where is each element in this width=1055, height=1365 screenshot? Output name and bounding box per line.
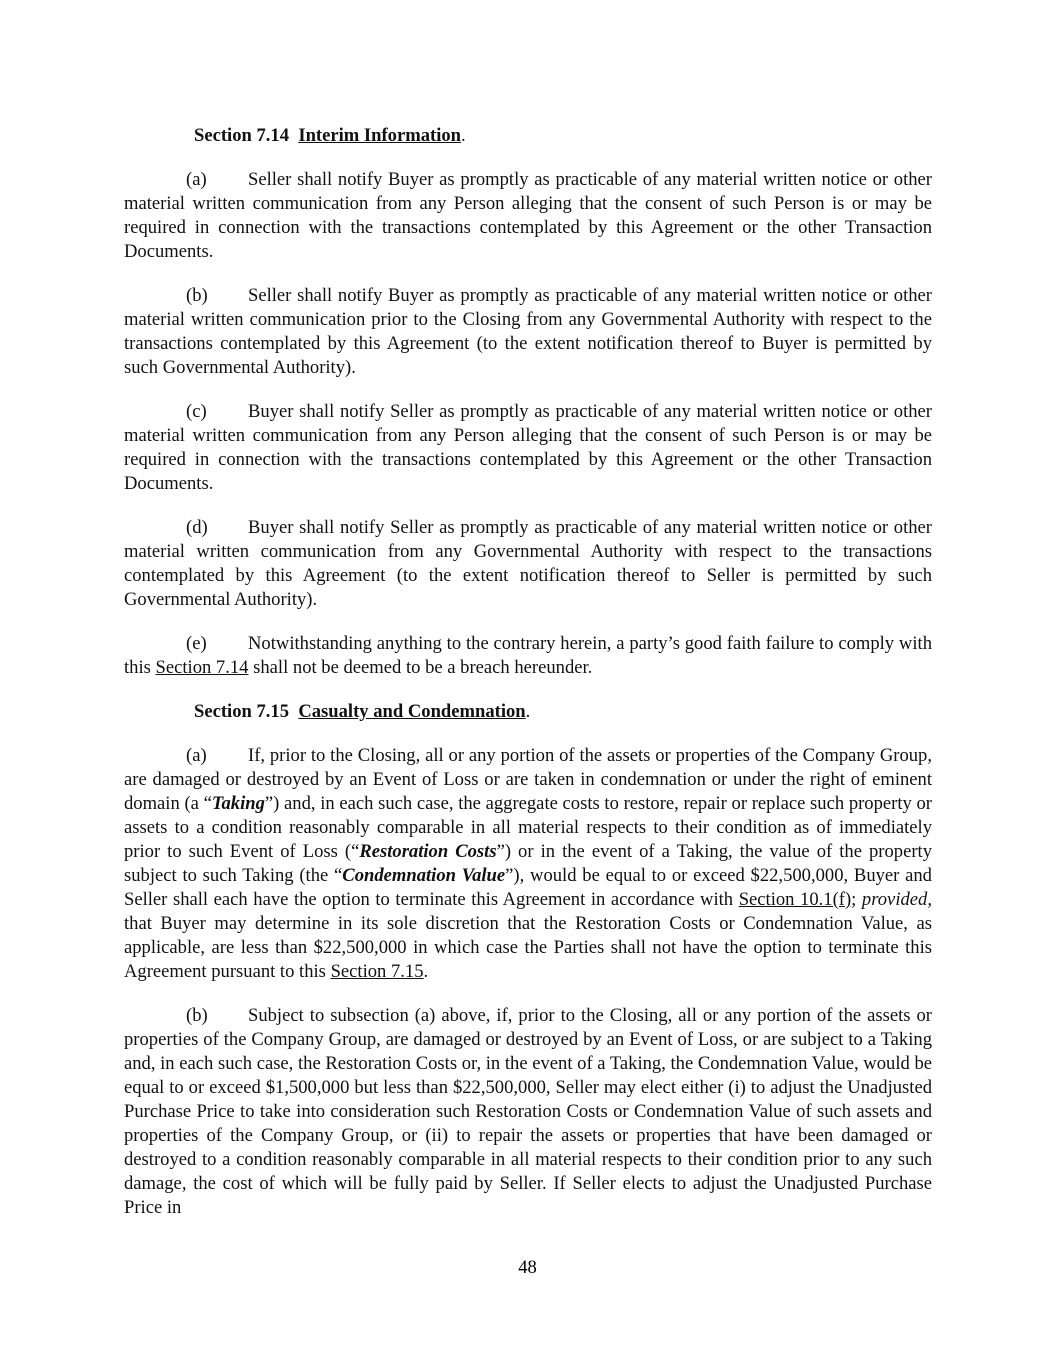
paragraph-text: ; [851, 889, 862, 910]
defined-term: Condemnation Value [342, 865, 506, 886]
paragraph-label: (c) [186, 401, 207, 422]
paragraph-label: (d) [186, 517, 208, 538]
paragraph-text: Subject to subsection (a) above, if, prior to the Closing, all or any portion of the assets or properties of the Company Group, are damaged or destroyed by an Event of Loss, or are subject to a Taking and, in each such case, the Restoration Costs or, in the event of a Taking, the Condemnation Value, would be equal to or exceed $1,500,000 but less than $22,500,000, Seller may elect either (i) to adjust the Unadjusted Purchase Price to take into consideration such Restoration Costs or Condemnation Value of such assets and properties of the Company Group, or (ii) to repair the assets or properties that have been damaged or destroyed to a condition reasonably comparable in all material respects to their condition prior to any such damage, the cost of which will be fully paid by Seller. If Seller elects to adjust the Unadjusted Purchase Price in [124, 1005, 932, 1218]
paragraph-text: Seller shall notify Buyer as promptly as practicable of any material written notice or other material written communication prior to the Closing from any Governmental Authority with respect to the transactions contemplated by this Agreement (to the extent notification thereof to Buyer is permitted by such Governmental Authority). [124, 285, 932, 378]
paragraph-7-14-b [124, 284, 932, 380]
paragraph-text: If, prior to the Closing, all or any portion of the assets or properties of the Company Group, are damaged or destroyed by an Event of Loss or are taken in condemnation or under the right of eminent domain (a “ [124, 745, 932, 814]
paragraph-label: (e) [186, 633, 207, 654]
paragraph-label: (a) [186, 745, 207, 766]
paragraph-text: ”) or in the event of a Taking, the value of the property subject to such Taking (the “ [124, 841, 932, 886]
section-reference: Section 7.15 [330, 961, 424, 982]
defined-term: Taking [211, 793, 265, 814]
paragraph-text: ”) and, in each such case, the aggregate costs to restore, repair or replace such property or assets to a condition reasonably comparable in all material respects to their condition as of immediately prior to such Event of Loss (“ [124, 793, 932, 862]
section-number: Section 7.15 [194, 701, 290, 722]
provided-term: provided, [861, 889, 932, 910]
paragraph-text: shall not be deemed to be a breach hereunder. [248, 657, 593, 678]
paragraph-text: Notwithstanding anything to the contrary herein, a party’s good faith failure to comply with this [124, 633, 932, 678]
section-reference: Section 7.14 [155, 657, 249, 678]
paragraph-text: . [423, 961, 429, 982]
paragraph-7-14-e [124, 632, 932, 680]
section-number: Section 7.14 [194, 125, 290, 146]
document-page [124, 120, 932, 1240]
paragraph-label: (a) [186, 169, 207, 190]
defined-term: Restoration Costs [359, 841, 497, 862]
paragraph-7-14-d [124, 516, 932, 612]
section-7-15-heading: Section 7.15 Casualty and Condemnation. [194, 701, 531, 722]
paragraph-7-15-b [124, 1004, 932, 1220]
paragraph-text: Buyer shall notify Seller as promptly as practicable of any material written notice or other material written communication from any Governmental Authority with respect to the transactions contemplated by this Agreement (to the extent notification thereof to Seller is permitted by such Governmental Authority). [124, 517, 932, 610]
paragraph-text: ”), would be equal to or exceed $22,500,000, Buyer and Seller shall each have the option to terminate this Agreement in accordance with [124, 865, 932, 910]
paragraph-7-14-a [124, 168, 932, 264]
paragraph-label: (b) [186, 285, 208, 306]
paragraph-7-14-c [124, 400, 932, 496]
paragraph-text: Buyer shall notify Seller as promptly as practicable of any material written notice or other material written communication from any Person alleging that the consent of such Person is or may be required in connection with the transactions contemplated by this Agreement or the other Transaction Documents. [124, 401, 932, 494]
section-7-14-heading: Section 7.14 Interim Information. [194, 125, 466, 146]
page-number: 48 [518, 1257, 537, 1278]
section-title: Casualty and Condemnation [298, 701, 526, 722]
section-reference: Section 10.1(f) [738, 889, 852, 910]
paragraph-text: Seller shall notify Buyer as promptly as practicable of any material written notice or other material written communication from any Person alleging that the consent of such Person is or may be required in connection with the transactions contemplated by this Agreement or the other Transaction Documents. [124, 169, 932, 262]
paragraph-7-15-a [124, 744, 932, 984]
paragraph-label: (b) [186, 1005, 208, 1026]
section-title: Interim Information [298, 125, 462, 146]
paragraph-text: that Buyer may determine in its sole discretion that the Restoration Costs or Condemnation Value, as applicable, are less than $22,500,000 in which case the Parties shall not have the option to terminate this Agreement pursuant to this [124, 913, 932, 982]
